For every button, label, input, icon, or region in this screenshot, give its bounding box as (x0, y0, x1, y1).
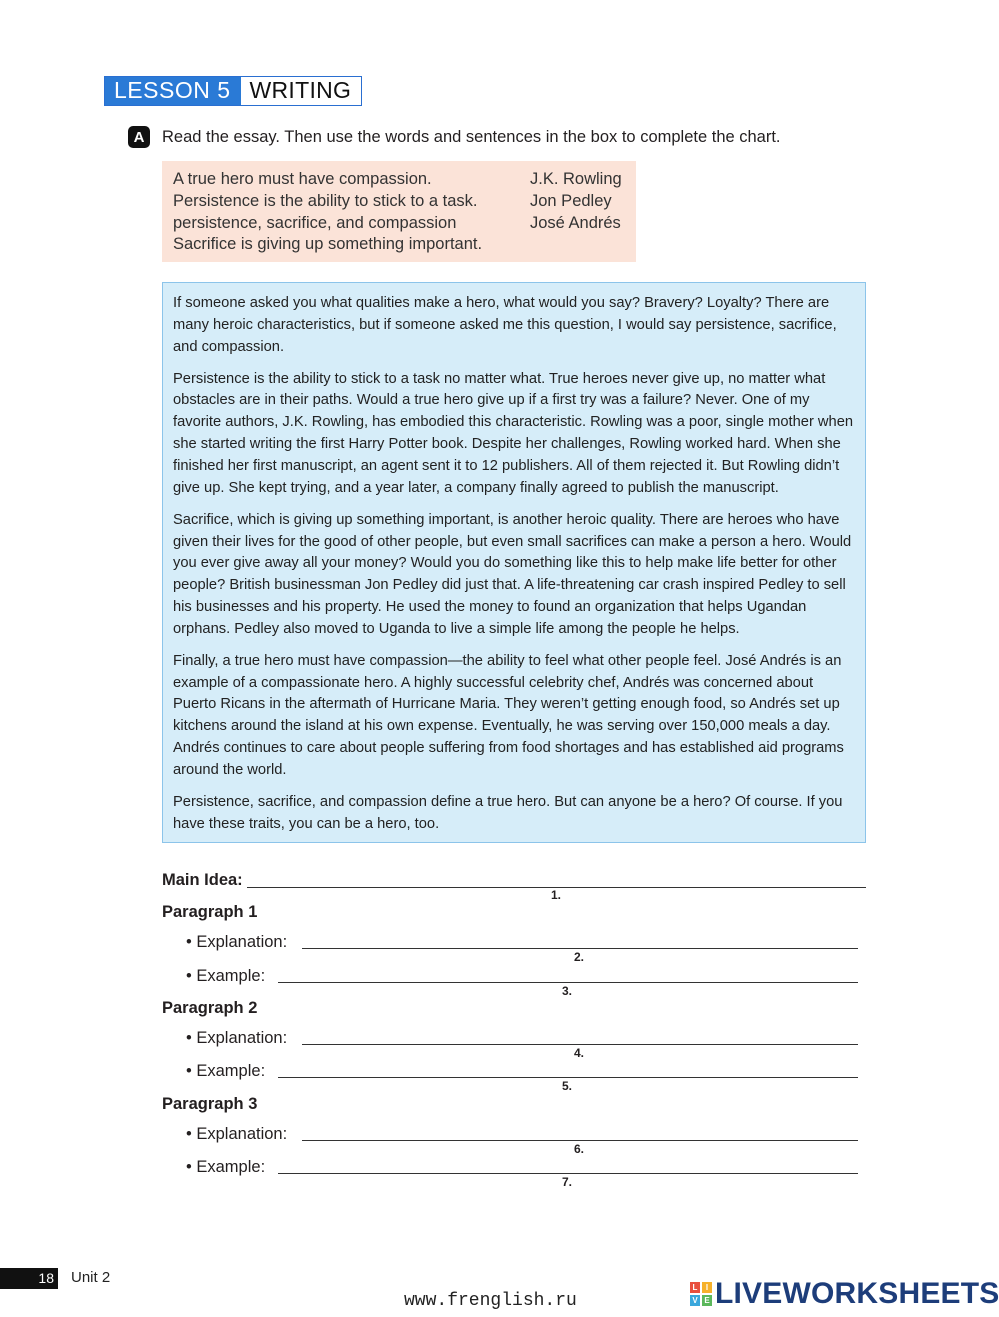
logo-square: E (702, 1295, 712, 1306)
word-box-item[interactable]: persistence, sacrifice, and compassion (173, 213, 457, 232)
word-box-item[interactable]: A true hero must have compassion. (173, 170, 432, 188)
word-box-names (530, 169, 622, 234)
logo-squares-icon (690, 1282, 712, 1306)
explanation-row (186, 1125, 287, 1144)
main-idea-label: Main Idea: (162, 871, 243, 889)
answer-number-6: 6. (574, 1142, 585, 1156)
page-number: 18 (0, 1268, 58, 1289)
answer-line-3[interactable] (278, 982, 858, 983)
logo-square: L (690, 1282, 700, 1293)
logo-square: V (690, 1295, 700, 1306)
answer-number-4: 4. (574, 1046, 585, 1060)
example-label: Example: (196, 967, 266, 985)
explanation-label: Explanation: (196, 1125, 288, 1143)
explanation-label: Explanation: (196, 1029, 288, 1047)
bullet: • (186, 1062, 192, 1080)
word-box-item[interactable]: Jon Pedley (530, 191, 612, 210)
word-box-item[interactable]: José Andrés (530, 213, 621, 232)
bullet: • (186, 933, 192, 951)
example-row (186, 967, 265, 986)
example-row (186, 1062, 265, 1081)
essay-paragraph-1: Persistence is the ability to stick to a task no matter what. True heroes never give up, no matter what obstacles are in their paths. Would a true hero give up if a first try was a failure? Never. One of my favorite authors, J.K. Rowling, has embodied this characteristic. Rowling was a poor, single mother when she started writing the first Harry Potter book. Despite her challenges, Rowling worked hard. When she finished her first manuscript, an agent sent it to 12 publishers. All of them rejected it. But Rowling didn’t give up. She kept trying, and a year later, a company finally agreed to publish the manuscript. (173, 370, 854, 496)
bullet: • (186, 1029, 192, 1047)
answer-line-7[interactable] (278, 1173, 858, 1174)
explanation-label: Explanation: (196, 933, 288, 951)
example-label: Example: (196, 1158, 266, 1176)
essay-paragraph-conclusion: Persistence, sacrifice, and compassion define a true hero. But can anyone be a hero? Of course. If you have these traits, you can be a hero, too. (173, 793, 843, 832)
logo-text: LIVEWORKSHEETS (715, 1277, 999, 1310)
answer-number-3: 3. (562, 984, 573, 998)
word-box-item[interactable]: Sacrifice is giving up something important. (173, 235, 483, 254)
answer-line-6[interactable] (302, 1140, 858, 1141)
logo-square: I (702, 1282, 712, 1293)
word-box-item[interactable]: J.K. Rowling (530, 170, 622, 188)
answer-line-2[interactable] (302, 948, 858, 949)
explanation-row (186, 1029, 287, 1048)
example-label: Example: (196, 1062, 266, 1080)
instruction (128, 126, 781, 148)
paragraph-1-label: Paragraph 1 (162, 903, 258, 921)
unit-label: Unit 2 (71, 1269, 111, 1286)
answer-number-1: 1. (551, 888, 562, 902)
bullet: • (186, 1158, 192, 1176)
essay-paragraph-3: Finally, a true hero must have compassion—the ability to feel what other people feel. José Andrés is an example of a compassionate hero. A highly successful celebrity chef, Andrés was concerned about Puerto Ricans in the aftermath of Hurricane Maria. They weren’t getting enough food, so Andrés set up kitchens around the island at his own expense. Eventually, he was serving over 150,000 meals a day. Andrés continues to care about people suffering from food shortages and has established aid programs around the world. (173, 652, 844, 778)
bullet: • (186, 967, 192, 985)
instruction-text: Read the essay. Then use the words and sentences in the box to complete the chart. (162, 127, 781, 146)
lesson-type: WRITING (241, 77, 362, 105)
exercise-letter-badge: A (128, 126, 150, 148)
liveworksheets-logo (690, 1277, 999, 1311)
example-row (186, 1158, 265, 1177)
answer-line-5[interactable] (278, 1077, 858, 1078)
source-url: www.frenglish.ru (404, 1291, 577, 1311)
essay-paragraph-2: Sacrifice, which is giving up something important, is another heroic quality. There are heroes who have given their lives for the good of other people, but even small sacrifices can make a person a hero. Would you ever give away all your money? Would you do something like this to help make life better for other people? British businessman Jon Pedley did just that. A life-threatening car crash inspired Pedley to sell his businesses and his property. He used the money to found an organization that helps Ugandan orphans. Pedley also moved to Uganda to live a simple life among the people he helps. (173, 511, 852, 637)
word-box-item[interactable]: Persistence is the ability to stick to a task. (173, 191, 478, 210)
answer-number-7: 7. (562, 1175, 573, 1189)
paragraph-2-label: Paragraph 2 (162, 999, 258, 1017)
explanation-row (186, 933, 287, 952)
essay-paragraph-intro: If someone asked you what qualities make a hero, what would you say? Bravery? Loyalty? There are many heroic characteristics, but if someone asked me this question, I would say persistence, sacrifice, and compassion. (173, 295, 837, 355)
word-box (162, 161, 636, 262)
answer-number-5: 5. (562, 1079, 573, 1093)
word-box-sentences (173, 169, 482, 256)
answer-line-4[interactable] (302, 1044, 858, 1045)
answer-number-2: 2. (574, 950, 585, 964)
paragraph-3-label: Paragraph 3 (162, 1095, 258, 1113)
lesson-number: LESSON 5 (105, 77, 241, 105)
essay-box (162, 282, 866, 843)
lesson-header (104, 76, 362, 106)
bullet: • (186, 1125, 192, 1143)
